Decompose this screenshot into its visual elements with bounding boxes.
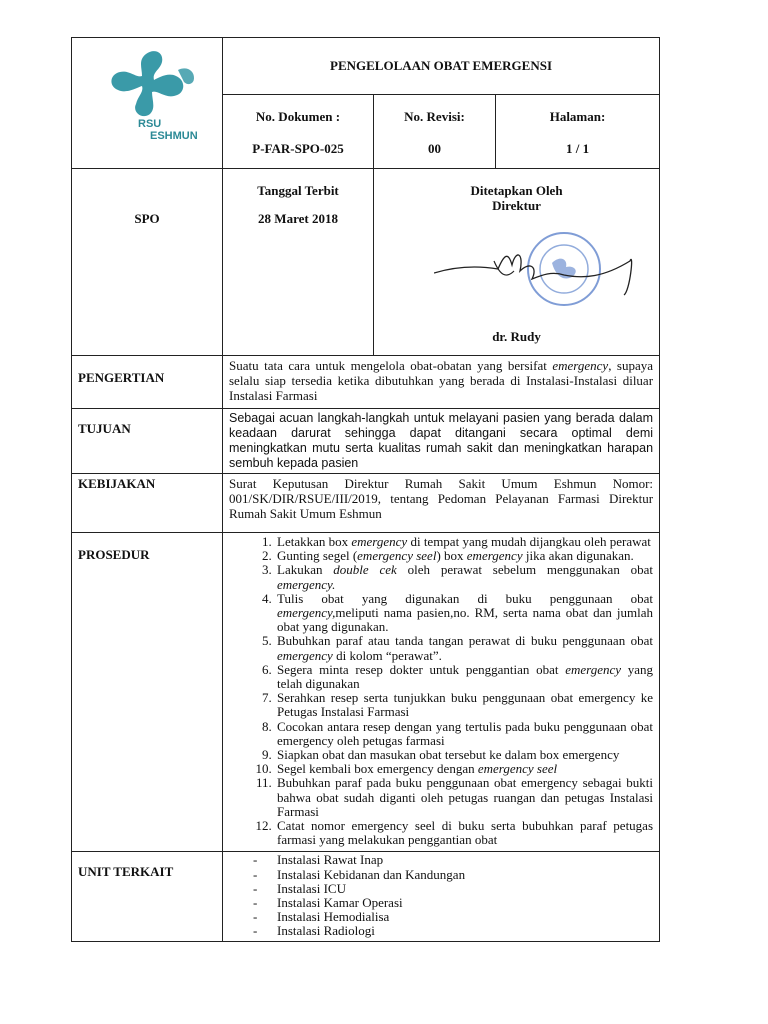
prosedur-step-text: oleh perawat sebelum menggunakan obat (396, 562, 654, 578)
tujuan-label (72, 409, 223, 474)
revision-label: No. Revisi: (404, 109, 465, 125)
unit-item: - Instalasi Kamar Operasi (253, 896, 653, 910)
prosedur-step-text: meliputi nama pasien,no. RM, serta nama obat dan jumlah obat yang digunakan. (277, 605, 654, 635)
prosedur-step-text: Segera minta resep dokter untuk penggantian obat (277, 661, 566, 677)
prosedur-step-text: emergency (466, 548, 523, 564)
kebijakan-label-text: KEBIJAKAN (78, 476, 156, 491)
logo-cell (72, 38, 223, 169)
prosedur-step-text: jika akan digunakan. (522, 548, 634, 564)
prosedur-step (275, 762, 653, 776)
prosedur-step-text: Letakkan box (277, 534, 352, 549)
page-label: Halaman: (549, 109, 606, 125)
prosedur-step (275, 549, 653, 563)
prosedur-step-text: Catat nomor emergency seel di buku serta bubuhkan paraf petugas farmasi yang melakukan penggantian obat (277, 818, 654, 848)
prosedur-step (275, 535, 653, 549)
tujuan-text: Sebagai acuan langkah-langkah untuk melayani pasien yang berada dalam keadaan darurat sehingga dapat ditangani secara optimal demi meningkatkan mutu serta kualitas rumah sakit dan meningkatkan harapan sembuh kepada pasien (223, 409, 660, 474)
prosedur-step-text: double cek (333, 562, 397, 578)
prosedur-step-text: Bubuhkan paraf pada buku penggunaan obat emergency sebagai bukti bahwa obat sudah diganti oleh petugas ruangan dan petugas Instalasi Farmasi (277, 775, 654, 819)
unit-item: - Instalasi Rawat Inap (253, 853, 653, 867)
unit-item: - Instalasi Radiologi (253, 924, 653, 938)
unit-list (223, 853, 659, 940)
prosedur-step (275, 592, 653, 635)
unit-item: - Instalasi Kebidanan dan Kandungan (253, 868, 653, 882)
prosedur-step (275, 819, 653, 847)
prosedur-step-text: emergency (277, 647, 333, 663)
prosedur-step (275, 720, 653, 748)
prosedur-label-text: PROSEDUR (78, 547, 150, 562)
prosedur-step-text: emergency (565, 661, 622, 677)
kebijakan-text: Surat Keputusan Direktur Rumah Sakit Umum Eshmun Nomor: 001/SK/DIR/RSUE/III/2019, tentang Pedoman Pelayanan Farmasi Direktur Rumah Sakit Umum Eshmun (223, 474, 660, 533)
issue-date-cell (223, 169, 374, 356)
approved-by-label (374, 183, 659, 213)
prosedur-step-text: di tempat yang mudah dijangkau oleh perawat (407, 534, 651, 549)
tujuan-label-text: TUJUAN (78, 421, 131, 436)
logo-line-1: RSU (138, 118, 162, 130)
pengertian-text-b: , supaya selalu siap tersedia ketika dibutuhkan yang berada di Instalasi-Instalasi diluar Instalasi Farmasi (229, 358, 654, 403)
unit-items-cell (223, 852, 660, 941)
unit-item: - Instalasi Hemodialisa (253, 910, 653, 924)
prosedur-step-text: emergency seel (477, 761, 558, 777)
unit-item: - Instalasi ICU (253, 882, 653, 896)
prosedur-step-text: emergency. (277, 576, 336, 592)
spo-label: SPO (134, 211, 160, 226)
pengertian-text-a: Suatu tata cara untuk mengelola obat-obatan yang bersifat (229, 358, 553, 373)
doc-number-value: P-FAR-SPO-025 (252, 141, 344, 157)
prosedur-step (275, 748, 653, 762)
pengertian-text-em: emergency (552, 358, 609, 373)
pengertian-label-text: PENGERTIAN (78, 370, 165, 385)
prosedur-step (275, 691, 653, 719)
prosedur-label (72, 533, 223, 852)
cross-logo-icon (102, 48, 212, 118)
unit-label-text: UNIT TERKAIT (78, 864, 174, 880)
pengertian-text (223, 356, 660, 409)
issue-date-value: 28 Maret 2018 (258, 211, 338, 226)
logo-line-2: ESHMUN (150, 130, 198, 142)
prosedur-step (275, 776, 653, 819)
doc-number-cell (223, 95, 374, 169)
approved-by-line-2: Direktur (492, 198, 541, 213)
prosedur-step-text: Segel kembali box emergency dengan (277, 761, 478, 777)
page-value: 1 / 1 (565, 141, 590, 157)
signer-name: dr. Rudy (492, 329, 541, 344)
prosedur-step-text: ) box (436, 548, 467, 564)
prosedur-step-text: Gunting segel ( (277, 548, 358, 564)
prosedur-step-text: Siapkan obat dan masukan obat tersebut ke dalam box emergency (277, 747, 620, 763)
unit-label (72, 852, 223, 941)
prosedur-step (275, 634, 653, 662)
spo-type-cell (72, 169, 223, 356)
spo-table (71, 37, 660, 942)
prosedur-step-text: emergency seel (357, 548, 437, 564)
page-cell (496, 95, 660, 169)
prosedur-step-text: Cocokan antara resep dengan yang tertulis pada buku penggunaan obat emergency oleh petugas farmasi (277, 718, 654, 748)
prosedur-step-text: di kolom “perawat”. (332, 647, 442, 663)
hospital-logo (102, 48, 212, 142)
stamp-signature-icon (434, 231, 634, 311)
prosedur-step-text: yang telah digunakan (277, 661, 654, 692)
prosedur-step-text: emergency, (277, 605, 336, 621)
prosedur-step-text: Serahkan resep serta tunjukkan buku penggunaan obat emergency ke Petugas Instalasi Farmasi (277, 690, 654, 720)
doc-number-label: No. Dokumen : (255, 109, 341, 125)
issue-date-label: Tanggal Terbit (257, 183, 339, 198)
approval-cell (374, 169, 660, 356)
prosedur-steps-cell (223, 533, 660, 852)
prosedur-step (275, 563, 653, 591)
prosedur-step-text: Lakukan (277, 562, 334, 578)
document-title: PENGELOLAAN OBAT EMERGENSI (223, 38, 660, 95)
approved-by-line-1: Ditetapkan Oleh (470, 183, 563, 198)
spo-document (71, 37, 659, 942)
prosedur-step-text: emergency (351, 534, 408, 549)
prosedur-step-text: Tulis obat yang digunakan di buku penggunaan obat (277, 590, 654, 606)
prosedur-step (275, 663, 653, 691)
kebijakan-label (72, 474, 223, 533)
prosedur-step-text: Bubuhkan paraf atau tanda tangan perawat di buku penggunaan obat (277, 633, 654, 649)
revision-cell (374, 95, 496, 169)
pengertian-label (72, 356, 223, 409)
revision-value: 00 (428, 141, 441, 157)
logo-text (138, 118, 198, 142)
prosedur-list (223, 535, 659, 851)
